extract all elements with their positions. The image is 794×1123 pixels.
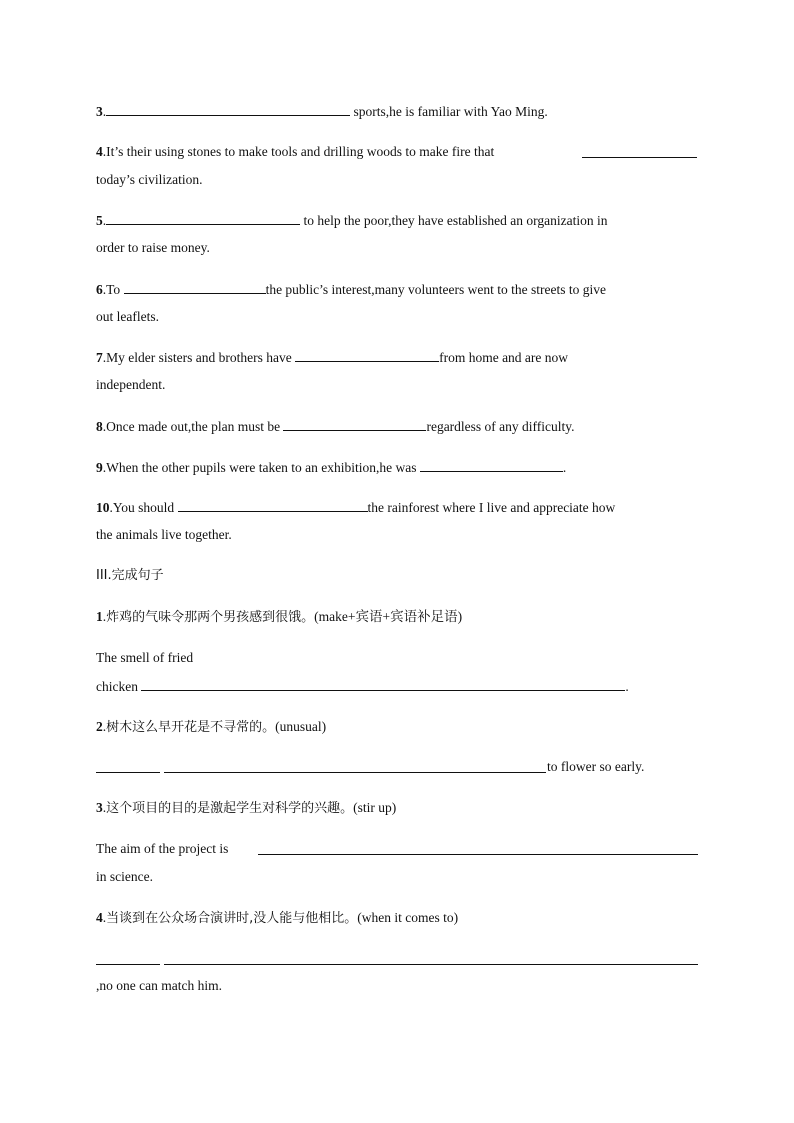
sentence-2-prompt: 2.树木这么早开花是不寻常的。(unusual)	[96, 719, 327, 735]
hint-text: (unusual)	[275, 719, 327, 734]
question-text: from home and are now	[439, 350, 569, 365]
question-text: .	[562, 460, 567, 475]
question-text: regardless of any difficulty.	[426, 419, 575, 434]
hint-text: (stir up)	[353, 800, 397, 815]
chinese-prompt: 这个项目的目的是激起学生对科学的兴趣。	[106, 801, 354, 816]
question-text: It’s their using stones to make tools and drilling woods to make fire that	[106, 144, 495, 159]
question-text: the public’s interest,many volunteers went to the streets to give	[265, 282, 606, 297]
question-number: 5	[96, 213, 103, 228]
question-10-continuation: the animals live together.	[96, 527, 232, 542]
answer-blank[interactable]	[106, 102, 350, 116]
question-7: 7.My elder sisters and brothers have from home and are now	[96, 350, 569, 365]
question-number: 3	[96, 800, 103, 815]
question-number: 3	[96, 104, 103, 119]
sentence-1-line1: The smell of fried	[96, 650, 194, 665]
question-6-continuation: out leaflets.	[96, 309, 159, 324]
question-number: 7	[96, 350, 103, 365]
section-heading: III.完成句子	[96, 568, 164, 583]
question-7-continuation: independent.	[96, 377, 166, 392]
sentence-3-line1: The aim of the project is	[96, 841, 229, 856]
question-8: 8.Once made out,the plan must be regardless of any difficulty.	[96, 419, 575, 434]
sentence-2-ending: to flower so early.	[547, 759, 645, 774]
sentence-1-line2: chicken .	[96, 679, 629, 694]
question-number: 2	[96, 719, 103, 734]
question-10: 10.You should the rainforest where I live and appreciate how	[96, 500, 616, 515]
answer-blank[interactable]	[124, 280, 266, 294]
question-3: 3. sports,he is familiar with Yao Ming.	[96, 104, 548, 119]
sentence-3-prompt: 3.这个项目的目的是激起学生对科学的兴趣。(stir up)	[96, 800, 397, 816]
sentence-4-continuation: ,no one can match him.	[96, 978, 222, 993]
question-number: 4	[96, 144, 103, 159]
hint-text: (make+宾语+宾语补足语)	[314, 609, 463, 624]
question-number: 9	[96, 460, 103, 475]
question-number: 10	[96, 500, 110, 515]
answer-blank[interactable]	[420, 458, 563, 472]
sentence-1-prompt: 1.炸鸡的气味令那两个男孩感到很饿。(make+宾语+宾语补足语)	[96, 609, 463, 625]
question-5-continuation: order to raise money.	[96, 240, 210, 255]
answer-blank[interactable]	[96, 964, 160, 965]
question-6: 6.To the public’s interest,many volunteers went to the streets to give	[96, 282, 606, 297]
answer-blank[interactable]	[141, 677, 625, 691]
answer-blank[interactable]	[178, 498, 368, 512]
answer-blank[interactable]	[258, 854, 698, 855]
answer-blank[interactable]	[164, 964, 698, 965]
chinese-prompt: 炸鸡的气味令那两个男孩感到很饿。	[106, 610, 315, 625]
answer-blank[interactable]	[283, 417, 426, 431]
sentence-3-continuation: in science.	[96, 869, 153, 884]
chinese-prompt: 当谈到在公众场合演讲时,没人能与他相比。	[106, 911, 358, 926]
answer-blank[interactable]	[96, 772, 160, 773]
question-number: 6	[96, 282, 103, 297]
chinese-prompt: 树木这么早开花是不寻常的。	[106, 720, 276, 735]
hint-text: (when it comes to)	[357, 910, 459, 925]
question-4-continuation: today’s civilization.	[96, 172, 203, 187]
question-text: to help the poor,they have established an organization in	[300, 213, 608, 228]
answer-blank[interactable]	[295, 348, 439, 362]
answer-blank[interactable]	[582, 157, 697, 158]
answer-blank[interactable]	[164, 772, 546, 773]
question-number: 4	[96, 910, 103, 925]
answer-blank[interactable]	[106, 211, 300, 225]
question-number: 8	[96, 419, 103, 434]
question-4: 4.It’s their using stones to make tools and drilling woods to make fire that	[96, 144, 495, 159]
question-text: sports,he is familiar with Yao Ming.	[350, 104, 548, 119]
question-9: 9.When the other pupils were taken to an exhibition,he was .	[96, 460, 567, 475]
question-text: the rainforest where I live and appreciate how	[367, 500, 616, 515]
sentence-4-prompt: 4.当谈到在公众场合演讲时,没人能与他相比。(when it comes to)	[96, 910, 459, 926]
question-5: 5. to help the poor,they have established an organization in	[96, 213, 608, 228]
question-number: 1	[96, 609, 103, 624]
